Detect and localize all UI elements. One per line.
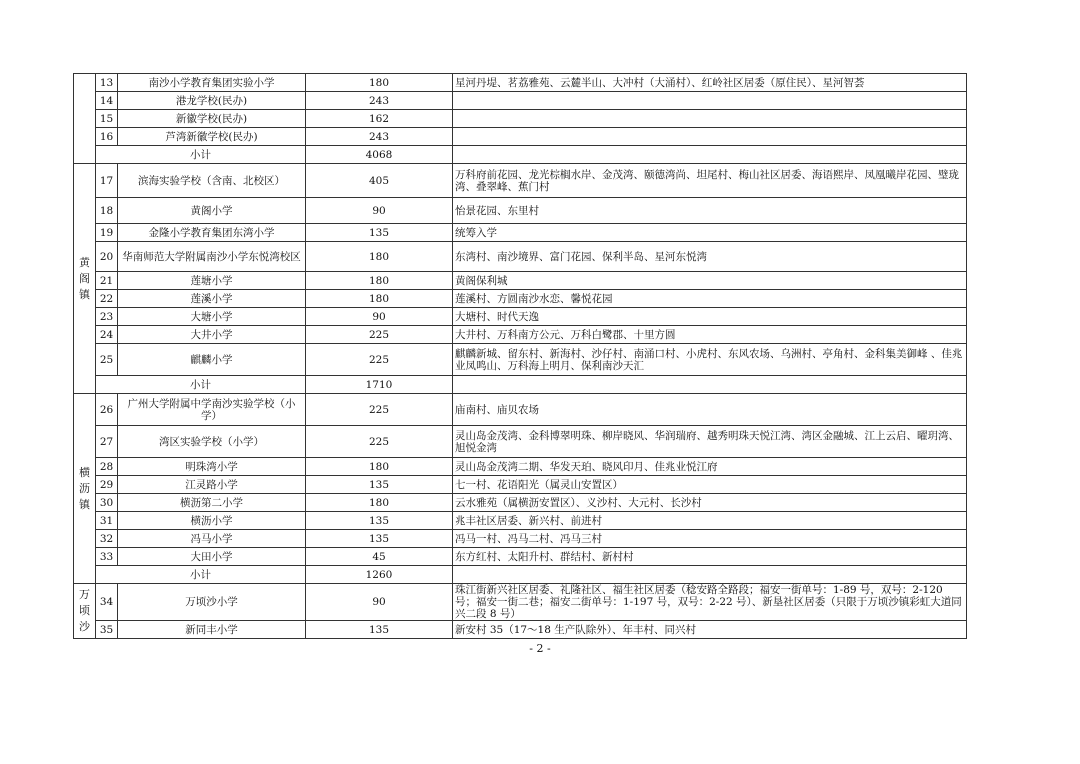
table-row (74, 494, 967, 512)
capacity: 180 (306, 242, 453, 272)
table-row (74, 584, 967, 621)
school-name: 广州大学附属中学南沙实验学校（小学） (118, 394, 306, 426)
subtotal-label: 小计 (96, 146, 306, 164)
table-row (74, 242, 967, 272)
table-row (74, 164, 967, 198)
capacity: 225 (306, 326, 453, 344)
enrollment-area: 新安村 35（17～18 生产队除外）、年丰村、同兴村 (453, 621, 967, 639)
enrollment-area: 黄阁保利城 (453, 272, 967, 290)
row-number: 15 (96, 110, 118, 128)
row-number: 29 (96, 476, 118, 494)
table-row (74, 426, 967, 458)
table-row (74, 344, 967, 376)
table-row (74, 308, 967, 326)
subtotal-value: 4068 (306, 146, 453, 164)
table-row (74, 476, 967, 494)
capacity: 90 (306, 308, 453, 326)
capacity: 225 (306, 394, 453, 426)
row-number: 24 (96, 326, 118, 344)
enrollment-area: 云水雅苑（属横沥安置区）、义沙村、大元村、长沙村 (453, 494, 967, 512)
enrollment-area: 灵山岛金茂湾、金科博翠明珠、柳岸晓风、华润瑞府、越秀明珠天悦江湾、湾区金融城、江上云启、曜玥湾、旭悦金湾 (453, 426, 967, 458)
subtotal-label: 小计 (96, 376, 306, 394)
enrollment-area: 东方红村、太阳升村、群结村、新村村 (453, 548, 967, 566)
capacity: 180 (306, 458, 453, 476)
school-name: 大塘小学 (118, 308, 306, 326)
row-number: 19 (96, 224, 118, 242)
capacity: 225 (306, 426, 453, 458)
school-name: 大井小学 (118, 326, 306, 344)
enrollment-area: 东湾村、南沙境界、富门花园、保利半岛、星河东悦湾 (453, 242, 967, 272)
enrollment-area: 灵山岛金茂湾二期、华发天珀、晓风印月、佳兆业悦江府 (453, 458, 967, 476)
enrollment-area: 万科府前花园、龙光棕榈水岸、金茂湾、颐德湾尚、坦尾村、梅山社区居委、海语熙岸、凤凰曦岸花园、璧珑湾、叠翠峰、蕉门村 (453, 164, 967, 198)
page-number: - 2 - (529, 642, 551, 655)
capacity: 180 (306, 74, 453, 92)
school-name: 明珠湾小学 (118, 458, 306, 476)
enrollment-area (453, 110, 967, 128)
enrollment-area: 七一村、花语阳光（属灵山安置区） (453, 476, 967, 494)
table-row (74, 290, 967, 308)
enrollment-area: 冯马一村、冯马二村、冯马三村 (453, 530, 967, 548)
town-cell: 黄阁镇 (74, 164, 96, 394)
enrollment-area (453, 128, 967, 146)
town-cell: 横沥镇 (74, 394, 96, 584)
school-name: 莲溪小学 (118, 290, 306, 308)
capacity: 135 (306, 512, 453, 530)
row-number: 23 (96, 308, 118, 326)
school-name: 港龙学校(民办) (118, 92, 306, 110)
table-row (74, 224, 967, 242)
row-number: 28 (96, 458, 118, 476)
row-number: 22 (96, 290, 118, 308)
table-row (74, 92, 967, 110)
school-name: 新同丰小学 (118, 621, 306, 639)
row-number: 26 (96, 394, 118, 426)
table-row (74, 272, 967, 290)
enrollment-area (453, 92, 967, 110)
table-row (74, 394, 967, 426)
capacity: 135 (306, 476, 453, 494)
school-name: 冯马小学 (118, 530, 306, 548)
capacity: 243 (306, 128, 453, 146)
capacity: 180 (306, 272, 453, 290)
table-row (74, 110, 967, 128)
subtotal-row (74, 566, 967, 584)
row-number: 25 (96, 344, 118, 376)
capacity: 225 (306, 344, 453, 376)
capacity: 135 (306, 621, 453, 639)
subtotal-label: 小计 (96, 566, 306, 584)
school-name: 南沙小学教育集团实验小学 (118, 74, 306, 92)
school-name: 横沥第二小学 (118, 494, 306, 512)
enrollment-area: 大塘村、时代天逸 (453, 308, 967, 326)
enrollment-area: 大井村、万科南方公元、万科白鹭郡、十里方圆 (453, 326, 967, 344)
row-number: 30 (96, 494, 118, 512)
table-row (74, 458, 967, 476)
row-number: 32 (96, 530, 118, 548)
table-row (74, 128, 967, 146)
row-number: 33 (96, 548, 118, 566)
school-name: 湾区实验学校（小学） (118, 426, 306, 458)
table-row (74, 621, 967, 639)
subtotal-row (74, 146, 967, 164)
row-number: 13 (96, 74, 118, 92)
subtotal-row (74, 376, 967, 394)
table-row (74, 512, 967, 530)
capacity: 135 (306, 224, 453, 242)
row-number: 27 (96, 426, 118, 458)
enrollment-area: 庙南村、庙贝农场 (453, 394, 967, 426)
row-number: 34 (96, 584, 118, 621)
capacity: 405 (306, 164, 453, 198)
school-name: 大田小学 (118, 548, 306, 566)
subtotal-value: 1260 (306, 566, 453, 584)
capacity: 45 (306, 548, 453, 566)
school-name: 新徽学校(民办) (118, 110, 306, 128)
school-name: 江灵路小学 (118, 476, 306, 494)
enrollment-table (73, 73, 967, 639)
row-number: 20 (96, 242, 118, 272)
capacity: 90 (306, 198, 453, 224)
town-cell: 万顷沙 (74, 584, 96, 639)
school-name: 芦湾新徽学校(民办) (118, 128, 306, 146)
school-name: 莲塘小学 (118, 272, 306, 290)
table-row (74, 326, 967, 344)
capacity: 90 (306, 584, 453, 621)
school-name: 万顷沙小学 (118, 584, 306, 621)
school-name: 金隆小学教育集团东湾小学 (118, 224, 306, 242)
enrollment-area: 怡景花园、东里村 (453, 198, 967, 224)
table-row (74, 530, 967, 548)
table-row (74, 548, 967, 566)
capacity: 180 (306, 494, 453, 512)
capacity: 180 (306, 290, 453, 308)
school-name: 横沥小学 (118, 512, 306, 530)
capacity: 162 (306, 110, 453, 128)
school-name: 滨海实验学校（含南、北校区） (118, 164, 306, 198)
row-number: 18 (96, 198, 118, 224)
row-number: 16 (96, 128, 118, 146)
school-name: 华南师范大学附属南沙小学东悦湾校区 (118, 242, 306, 272)
table-row (74, 198, 967, 224)
row-number: 14 (96, 92, 118, 110)
row-number: 17 (96, 164, 118, 198)
subtotal-value: 1710 (306, 376, 453, 394)
enrollment-area: 兆丰社区居委、新兴村、前进村 (453, 512, 967, 530)
enrollment-area: 麒麟新城、留东村、新海村、沙仔村、南涌口村、小虎村、东风农场、乌洲村、亭角村、金科集美御峰 、佳兆业凤鸣山、万科海上明月、保利南沙天汇 (453, 344, 967, 376)
capacity: 243 (306, 92, 453, 110)
row-number: 31 (96, 512, 118, 530)
school-name: 麒麟小学 (118, 344, 306, 376)
enrollment-area: 珠江街新兴社区居委、礼隆社区、福生社区居委（稔安路全路段；福安一街单号：1-89 号，双号：2-120 号；福安一街二巷；福安二街单号：1-197 号，双号：2-22 号）、新垦社区居委（只限于万顷沙镇彩虹大道同兴二段 8 号） (453, 584, 967, 621)
row-number: 35 (96, 621, 118, 639)
capacity: 135 (306, 530, 453, 548)
enrollment-area: 星河丹堤、茗荔雅苑、云麓半山、大冲村（大涌村）、红岭社区居委（原住民）、星河智荟 (453, 74, 967, 92)
town-cell (74, 74, 96, 164)
school-name: 黄阁小学 (118, 198, 306, 224)
row-number: 21 (96, 272, 118, 290)
enrollment-area: 莲溪村、方圆南沙水恋、馨悦花园 (453, 290, 967, 308)
enrollment-area: 统筹入学 (453, 224, 967, 242)
table-row (74, 74, 967, 92)
